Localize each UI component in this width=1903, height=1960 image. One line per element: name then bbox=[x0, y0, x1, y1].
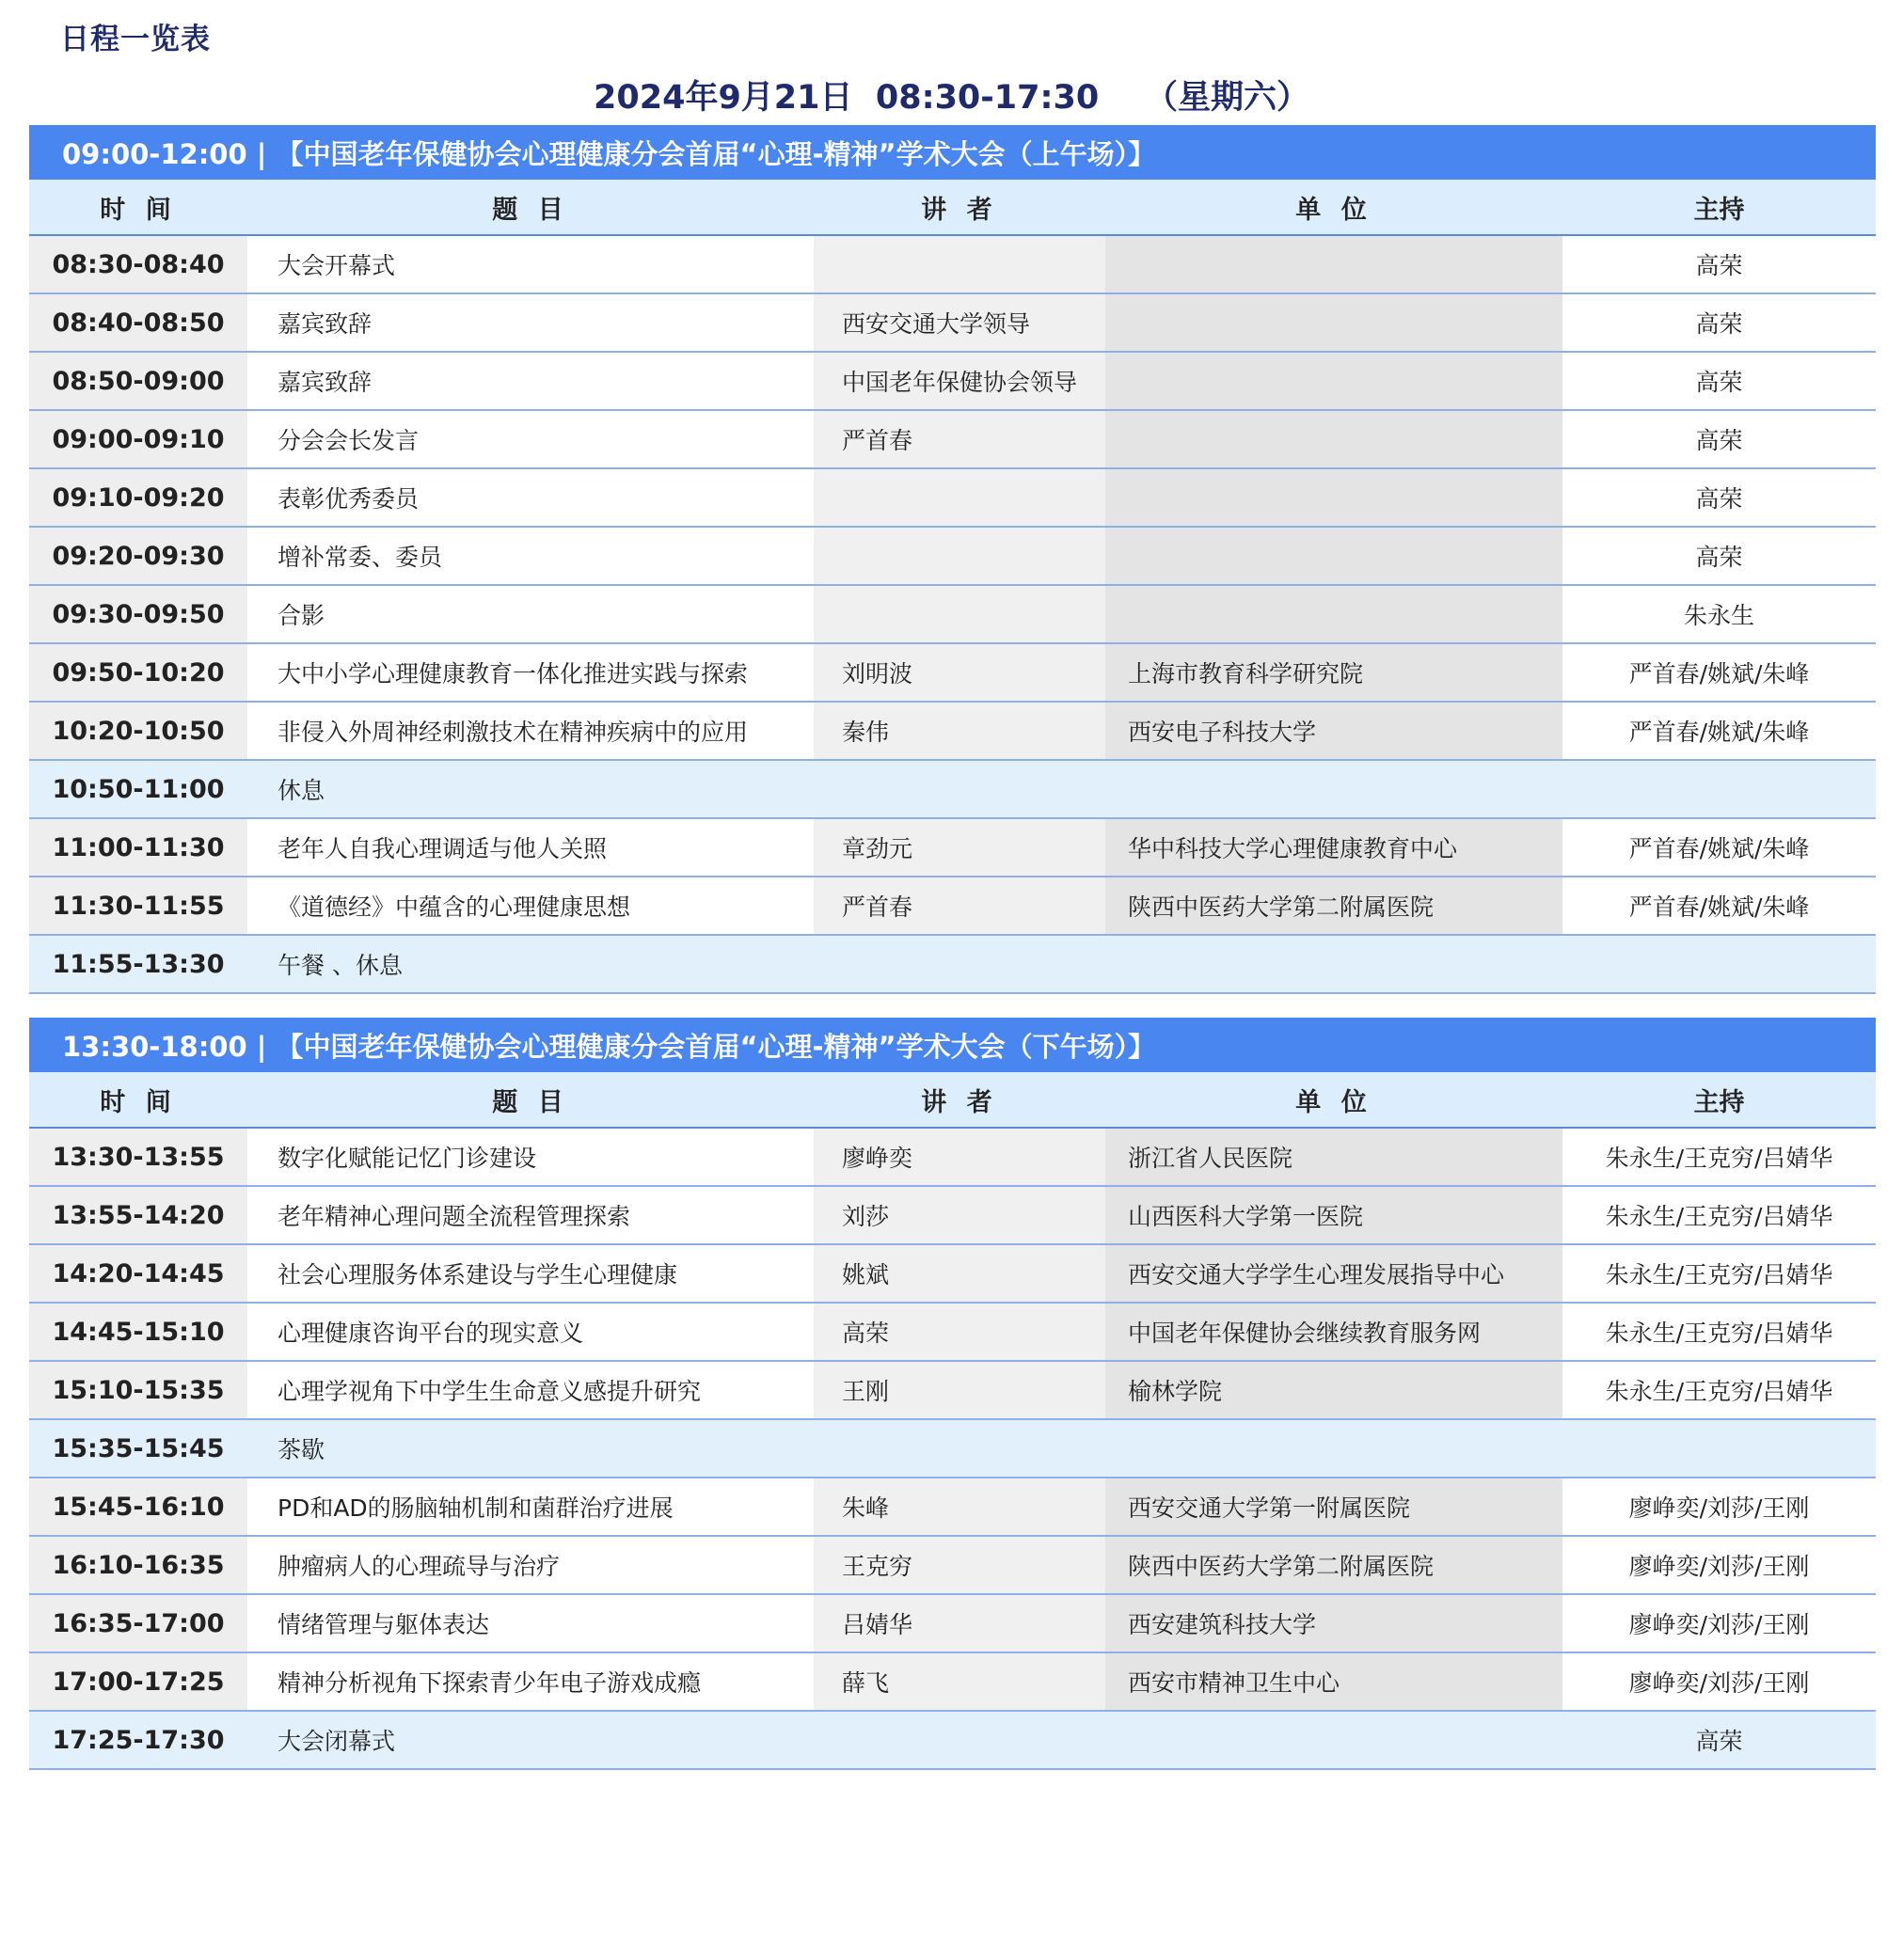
cell-time: 16:35-17:00 bbox=[29, 1594, 247, 1652]
cell-host: 高荣 bbox=[1562, 352, 1876, 410]
schedule-row bbox=[29, 877, 1876, 935]
schedule-row bbox=[29, 1186, 1876, 1244]
cell-speaker: 吕婧华 bbox=[814, 1594, 1105, 1652]
cell-speaker: 刘莎 bbox=[814, 1186, 1105, 1244]
cell-unit: 西安交通大学第一附属医院 bbox=[1105, 1478, 1562, 1536]
cell-topic: 心理学视角下中学生生命意义感提升研究 bbox=[247, 1361, 814, 1419]
cell-host: 严首春/姚斌/朱峰 bbox=[1562, 818, 1876, 877]
cell-host: 严首春/姚斌/朱峰 bbox=[1562, 643, 1876, 702]
cell-topic: 非侵入外周神经刺激技术在精神疾病中的应用 bbox=[247, 702, 814, 760]
cell-time: 09:20-09:30 bbox=[29, 527, 247, 585]
cell-time: 11:30-11:55 bbox=[29, 877, 247, 935]
schedule-row bbox=[29, 935, 1876, 993]
cell-host: 高荣 bbox=[1562, 410, 1876, 468]
cell-speaker: 高荣 bbox=[814, 1303, 1105, 1361]
table-header-row bbox=[29, 1072, 1876, 1128]
cell-time: 10:50-11:00 bbox=[29, 760, 247, 818]
cell-host: 朱永生/王克穷/吕婧华 bbox=[1562, 1303, 1876, 1361]
cell-host: 高荣 bbox=[1562, 293, 1876, 352]
cell-host: 高荣 bbox=[1562, 1711, 1876, 1769]
cell-host bbox=[1562, 760, 1876, 818]
column-header-time: 时 间 bbox=[29, 1072, 247, 1128]
cell-time: 15:10-15:35 bbox=[29, 1361, 247, 1419]
cell-time: 13:30-13:55 bbox=[29, 1128, 247, 1186]
schedule-table bbox=[29, 1072, 1876, 1770]
cell-unit bbox=[1105, 585, 1562, 643]
morning-session bbox=[29, 125, 1876, 994]
page-title: 日程一览表 bbox=[60, 23, 211, 56]
cell-time: 11:55-13:30 bbox=[29, 935, 247, 993]
cell-unit bbox=[1105, 1419, 1562, 1478]
cell-topic: 午餐 、休息 bbox=[247, 935, 814, 993]
column-header-speaker: 讲 者 bbox=[814, 1072, 1105, 1128]
cell-unit bbox=[1105, 935, 1562, 993]
schedule-row bbox=[29, 293, 1876, 352]
schedule-row bbox=[29, 468, 1876, 527]
cell-topic: 情绪管理与躯体表达 bbox=[247, 1594, 814, 1652]
cell-host: 严首春/姚斌/朱峰 bbox=[1562, 702, 1876, 760]
schedule-row bbox=[29, 818, 1876, 877]
cell-speaker: 刘明波 bbox=[814, 643, 1105, 702]
cell-speaker: 朱峰 bbox=[814, 1478, 1105, 1536]
column-header-time: 时 间 bbox=[29, 180, 247, 235]
cell-topic: 老年精神心理问题全流程管理探索 bbox=[247, 1186, 814, 1244]
cell-speaker: 西安交通大学领导 bbox=[814, 293, 1105, 352]
schedule-row bbox=[29, 643, 1876, 702]
cell-topic: 分会会长发言 bbox=[247, 410, 814, 468]
cell-time: 14:45-15:10 bbox=[29, 1303, 247, 1361]
schedule-row bbox=[29, 410, 1876, 468]
cell-unit bbox=[1105, 468, 1562, 527]
cell-time: 14:20-14:45 bbox=[29, 1244, 247, 1303]
cell-time: 08:50-09:00 bbox=[29, 352, 247, 410]
cell-time: 17:25-17:30 bbox=[29, 1711, 247, 1769]
column-header-unit: 单 位 bbox=[1105, 180, 1562, 235]
cell-topic: PD和AD的肠脑轴机制和菌群治疗进展 bbox=[247, 1478, 814, 1536]
schedule-row bbox=[29, 527, 1876, 585]
schedule-row bbox=[29, 585, 1876, 643]
cell-host: 廖峥奕/刘莎/王刚 bbox=[1562, 1594, 1876, 1652]
cell-topic: 心理健康咨询平台的现实意义 bbox=[247, 1303, 814, 1361]
cell-speaker: 廖峥奕 bbox=[814, 1128, 1105, 1186]
cell-host: 朱永生/王克穷/吕婧华 bbox=[1562, 1186, 1876, 1244]
schedule-row bbox=[29, 235, 1876, 293]
date-line: 2024年9月21日 08:30-17:30 （星期六） bbox=[594, 79, 1309, 117]
cell-topic: 《道德经》中蕴含的心理健康思想 bbox=[247, 877, 814, 935]
cell-unit: 山西医科大学第一医院 bbox=[1105, 1186, 1562, 1244]
cell-speaker: 薛飞 bbox=[814, 1652, 1105, 1711]
cell-topic: 肿瘤病人的心理疏导与治疗 bbox=[247, 1536, 814, 1594]
cell-unit: 西安电子科技大学 bbox=[1105, 702, 1562, 760]
cell-topic: 合影 bbox=[247, 585, 814, 643]
cell-time: 15:35-15:45 bbox=[29, 1419, 247, 1478]
column-header-topic: 题 目 bbox=[247, 180, 814, 235]
cell-host bbox=[1562, 935, 1876, 993]
afternoon-session bbox=[29, 1018, 1876, 1770]
column-header-host: 主持 bbox=[1562, 180, 1876, 235]
schedule-row bbox=[29, 1419, 1876, 1478]
cell-topic: 休息 bbox=[247, 760, 814, 818]
cell-host: 朱永生/王克穷/吕婧华 bbox=[1562, 1361, 1876, 1419]
cell-time: 17:00-17:25 bbox=[29, 1652, 247, 1711]
cell-speaker bbox=[814, 527, 1105, 585]
cell-time: 10:20-10:50 bbox=[29, 702, 247, 760]
cell-unit: 浙江省人民医院 bbox=[1105, 1128, 1562, 1186]
cell-unit: 西安市精神卫生中心 bbox=[1105, 1652, 1562, 1711]
cell-topic: 数字化赋能记忆门诊建设 bbox=[247, 1128, 814, 1186]
cell-topic: 老年人自我心理调适与他人关照 bbox=[247, 818, 814, 877]
cell-unit bbox=[1105, 1711, 1562, 1769]
schedule-row bbox=[29, 1303, 1876, 1361]
cell-topic: 增补常委、委员 bbox=[247, 527, 814, 585]
cell-host: 高荣 bbox=[1562, 468, 1876, 527]
cell-host: 廖峥奕/刘莎/王刚 bbox=[1562, 1652, 1876, 1711]
cell-unit: 榆林学院 bbox=[1105, 1361, 1562, 1419]
schedule-table bbox=[29, 180, 1876, 994]
cell-topic: 嘉宾致辞 bbox=[247, 293, 814, 352]
cell-unit bbox=[1105, 527, 1562, 585]
cell-speaker: 姚斌 bbox=[814, 1244, 1105, 1303]
cell-speaker: 秦伟 bbox=[814, 702, 1105, 760]
column-header-unit: 单 位 bbox=[1105, 1072, 1562, 1128]
cell-unit: 陕西中医药大学第二附属医院 bbox=[1105, 1536, 1562, 1594]
session-header: 09:00-12:00 | 【中国老年保健协会心理健康分会首届“心理-精神”学术大会（上午场）】 bbox=[29, 125, 1876, 180]
cell-speaker bbox=[814, 468, 1105, 527]
cell-speaker: 严首春 bbox=[814, 877, 1105, 935]
cell-time: 09:50-10:20 bbox=[29, 643, 247, 702]
cell-topic: 大中小学心理健康教育一体化推进实践与探索 bbox=[247, 643, 814, 702]
schedule-row bbox=[29, 1652, 1876, 1711]
schedule-row bbox=[29, 1536, 1876, 1594]
cell-speaker bbox=[814, 235, 1105, 293]
cell-speaker: 中国老年保健协会领导 bbox=[814, 352, 1105, 410]
cell-unit: 上海市教育科学研究院 bbox=[1105, 643, 1562, 702]
cell-topic: 茶歇 bbox=[247, 1419, 814, 1478]
cell-unit bbox=[1105, 410, 1562, 468]
cell-host: 廖峥奕/刘莎/王刚 bbox=[1562, 1478, 1876, 1536]
cell-topic: 社会心理服务体系建设与学生心理健康 bbox=[247, 1244, 814, 1303]
cell-speaker bbox=[814, 1711, 1105, 1769]
cell-unit: 中国老年保健协会继续教育服务网 bbox=[1105, 1303, 1562, 1361]
cell-time: 08:40-08:50 bbox=[29, 293, 247, 352]
schedule-row bbox=[29, 1128, 1876, 1186]
cell-time: 08:30-08:40 bbox=[29, 235, 247, 293]
table-header-row bbox=[29, 180, 1876, 235]
cell-speaker: 王克穷 bbox=[814, 1536, 1105, 1594]
cell-unit: 西安交通大学学生心理发展指导中心 bbox=[1105, 1244, 1562, 1303]
schedule-row bbox=[29, 352, 1876, 410]
cell-topic: 嘉宾致辞 bbox=[247, 352, 814, 410]
cell-topic: 大会闭幕式 bbox=[247, 1711, 814, 1769]
cell-host: 高荣 bbox=[1562, 527, 1876, 585]
cell-host: 高荣 bbox=[1562, 235, 1876, 293]
cell-time: 09:30-09:50 bbox=[29, 585, 247, 643]
schedule-row bbox=[29, 760, 1876, 818]
cell-topic: 大会开幕式 bbox=[247, 235, 814, 293]
cell-unit bbox=[1105, 293, 1562, 352]
cell-host: 朱永生/王克穷/吕婧华 bbox=[1562, 1244, 1876, 1303]
cell-unit: 西安建筑科技大学 bbox=[1105, 1594, 1562, 1652]
cell-time: 15:45-16:10 bbox=[29, 1478, 247, 1536]
cell-speaker bbox=[814, 585, 1105, 643]
cell-host bbox=[1562, 1419, 1876, 1478]
cell-speaker: 章劲元 bbox=[814, 818, 1105, 877]
cell-topic: 表彰优秀委员 bbox=[247, 468, 814, 527]
column-header-host: 主持 bbox=[1562, 1072, 1876, 1128]
cell-unit: 华中科技大学心理健康教育中心 bbox=[1105, 818, 1562, 877]
cell-unit bbox=[1105, 235, 1562, 293]
schedule-row bbox=[29, 1361, 1876, 1419]
cell-host: 朱永生 bbox=[1562, 585, 1876, 643]
cell-time: 09:00-09:10 bbox=[29, 410, 247, 468]
cell-time: 16:10-16:35 bbox=[29, 1536, 247, 1594]
schedule-row bbox=[29, 1711, 1876, 1769]
cell-speaker bbox=[814, 1419, 1105, 1478]
cell-time: 13:55-14:20 bbox=[29, 1186, 247, 1244]
cell-host: 朱永生/王克穷/吕婧华 bbox=[1562, 1128, 1876, 1186]
cell-host: 严首春/姚斌/朱峰 bbox=[1562, 877, 1876, 935]
schedule-row bbox=[29, 1244, 1876, 1303]
schedule-row bbox=[29, 1478, 1876, 1536]
cell-speaker bbox=[814, 935, 1105, 993]
cell-topic: 精神分析视角下探索青少年电子游戏成瘾 bbox=[247, 1652, 814, 1711]
cell-speaker: 严首春 bbox=[814, 410, 1105, 468]
cell-time: 11:00-11:30 bbox=[29, 818, 247, 877]
cell-unit: 陕西中医药大学第二附属医院 bbox=[1105, 877, 1562, 935]
schedule-row bbox=[29, 702, 1876, 760]
cell-speaker bbox=[814, 760, 1105, 818]
cell-unit bbox=[1105, 760, 1562, 818]
session-header: 13:30-18:00 | 【中国老年保健协会心理健康分会首届“心理-精神”学术大会（下午场）】 bbox=[29, 1018, 1876, 1072]
cell-speaker: 王刚 bbox=[814, 1361, 1105, 1419]
cell-time: 09:10-09:20 bbox=[29, 468, 247, 527]
cell-unit bbox=[1105, 352, 1562, 410]
column-header-topic: 题 目 bbox=[247, 1072, 814, 1128]
column-header-speaker: 讲 者 bbox=[814, 180, 1105, 235]
cell-host: 廖峥奕/刘莎/王刚 bbox=[1562, 1536, 1876, 1594]
schedule-row bbox=[29, 1594, 1876, 1652]
